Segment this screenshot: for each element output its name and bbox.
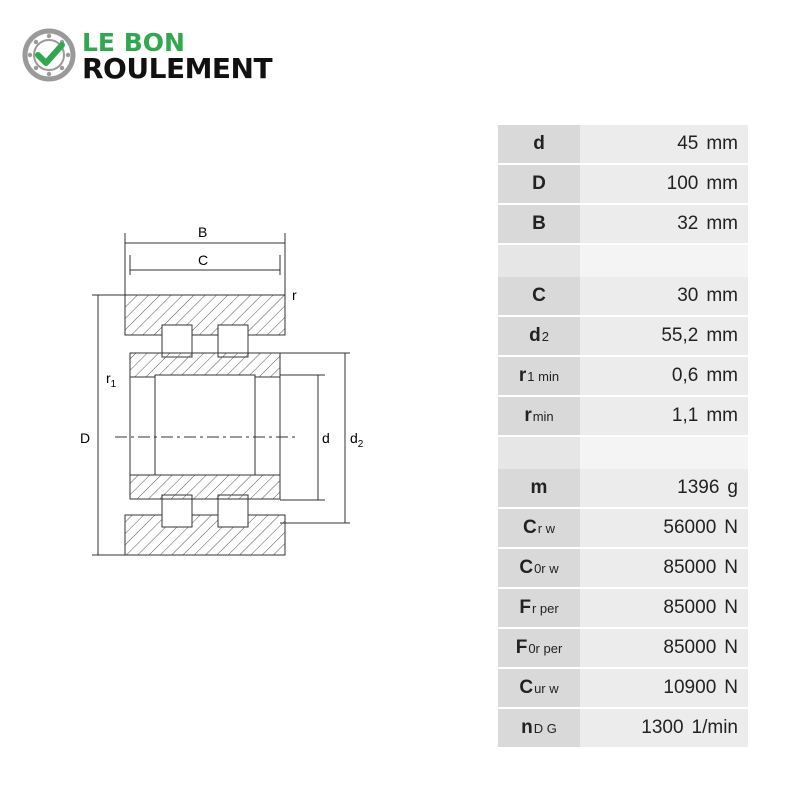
label-d2: $d_2$	[350, 430, 364, 450]
spec-separator	[498, 437, 748, 469]
spec-key	[498, 589, 580, 629]
label-C: C	[198, 252, 209, 268]
spec-key-symbol: n	[521, 717, 533, 738]
spec-unit: mm	[706, 133, 738, 154]
spec-row	[498, 669, 748, 709]
spec-group-load-ratings	[498, 469, 748, 749]
spec-value: 85000	[663, 597, 717, 618]
spec-value-cell	[580, 509, 748, 549]
spec-unit: 1/min	[691, 717, 738, 738]
spec-value: 10900	[663, 677, 717, 698]
spec-unit: mm	[706, 365, 738, 386]
spec-row	[498, 397, 748, 437]
spec-value: 100	[666, 173, 699, 194]
spec-unit: N	[724, 597, 738, 618]
spec-key-subscript: ur w	[534, 680, 559, 696]
spec-value-cell	[580, 469, 748, 509]
spec-row	[498, 509, 748, 549]
spec-key-subscript: r w	[537, 520, 556, 536]
spec-row	[498, 205, 748, 245]
spec-key	[498, 277, 580, 317]
spec-key-subscript: 2	[541, 328, 549, 344]
spec-unit: g	[727, 477, 738, 498]
label-D: D	[80, 430, 91, 446]
spec-key-subscript: D G	[533, 720, 557, 736]
spec-key-subscript: r per	[531, 600, 559, 616]
spec-key-symbol: d	[529, 325, 541, 346]
spec-key	[498, 125, 580, 165]
spec-key-symbol: C	[522, 517, 537, 538]
spec-key-symbol: r	[524, 405, 532, 426]
spec-value: 1396	[677, 477, 720, 498]
spec-key	[498, 669, 580, 709]
specifications-table	[498, 125, 748, 749]
spec-value-cell	[580, 589, 748, 629]
spec-key-subscript: 0r per	[528, 640, 563, 656]
spec-unit: N	[724, 517, 738, 538]
spec-key-symbol: F	[519, 597, 531, 618]
spec-key	[498, 509, 580, 549]
bearing-cross-section-drawing	[70, 215, 370, 595]
spec-value-cell	[580, 549, 748, 589]
spec-value: 30	[677, 285, 699, 306]
spec-key-symbol: C	[532, 285, 546, 306]
spec-row	[498, 277, 748, 317]
spec-value-cell	[580, 205, 748, 245]
spec-key-subscript: 0r w	[534, 560, 559, 576]
spec-key-symbol: F	[515, 637, 528, 658]
spec-group-extra-dimensions	[498, 277, 748, 437]
spec-unit: N	[724, 557, 738, 578]
spec-row	[498, 165, 748, 205]
spec-value: 1300	[641, 717, 684, 738]
spec-key	[498, 397, 580, 437]
spec-row	[498, 125, 748, 165]
spec-value: 1,1	[671, 405, 699, 426]
spec-value: 85000	[663, 637, 717, 658]
spec-unit: mm	[706, 325, 738, 346]
brand-logo	[22, 28, 302, 88]
spec-key-symbol: B	[532, 213, 546, 234]
spec-row	[498, 469, 748, 509]
spec-key-symbol: d	[533, 133, 545, 154]
label-r: r	[292, 287, 297, 303]
spec-value-cell	[580, 165, 748, 205]
spec-key	[498, 709, 580, 749]
spec-row	[498, 709, 748, 749]
spec-unit: mm	[706, 285, 738, 306]
spec-key	[498, 205, 580, 245]
spec-value-cell	[580, 125, 748, 165]
spec-value: 55,2	[661, 325, 699, 346]
label-B: B	[198, 224, 208, 240]
label-r1: $r_1$	[106, 370, 117, 390]
spec-value-cell	[580, 629, 748, 669]
spec-unit: mm	[706, 405, 738, 426]
spec-key-symbol: C	[519, 557, 534, 578]
spec-value-cell	[580, 669, 748, 709]
spec-unit: N	[724, 677, 738, 698]
spec-key	[498, 165, 580, 205]
spec-value-cell	[580, 277, 748, 317]
spec-value-cell	[580, 397, 748, 437]
spec-key-subscript: 1 min	[527, 368, 560, 384]
spec-key-symbol: r	[518, 365, 527, 386]
spec-value-cell	[580, 357, 748, 397]
spec-value: 85000	[663, 557, 717, 578]
spec-value: 32	[677, 213, 699, 234]
spec-row	[498, 317, 748, 357]
spec-value: 56000	[663, 517, 717, 538]
spec-key-symbol: m	[530, 477, 548, 498]
spec-key	[498, 629, 580, 669]
spec-row	[498, 549, 748, 589]
spec-key	[498, 357, 580, 397]
spec-key-subscript: min	[532, 408, 554, 424]
spec-key-symbol: C	[519, 677, 534, 698]
logo-text-line1: LE BON	[82, 28, 185, 57]
spec-separator	[498, 245, 748, 277]
bearing-check-icon	[22, 28, 76, 82]
spec-unit: N	[724, 637, 738, 658]
spec-key-symbol: D	[532, 173, 546, 194]
spec-unit: mm	[706, 213, 738, 234]
spec-group-dimensions	[498, 125, 748, 245]
label-d: d	[322, 430, 330, 446]
spec-value-cell	[580, 317, 748, 357]
spec-value: 0,6	[671, 365, 699, 386]
spec-key	[498, 469, 580, 509]
spec-unit: mm	[706, 173, 738, 194]
spec-row	[498, 589, 748, 629]
spec-row	[498, 357, 748, 397]
spec-key	[498, 317, 580, 357]
spec-row	[498, 629, 748, 669]
spec-value-cell	[580, 709, 748, 749]
spec-key	[498, 549, 580, 589]
logo-text-line2: ROULEMENT	[82, 52, 273, 85]
spec-value: 45	[677, 133, 699, 154]
